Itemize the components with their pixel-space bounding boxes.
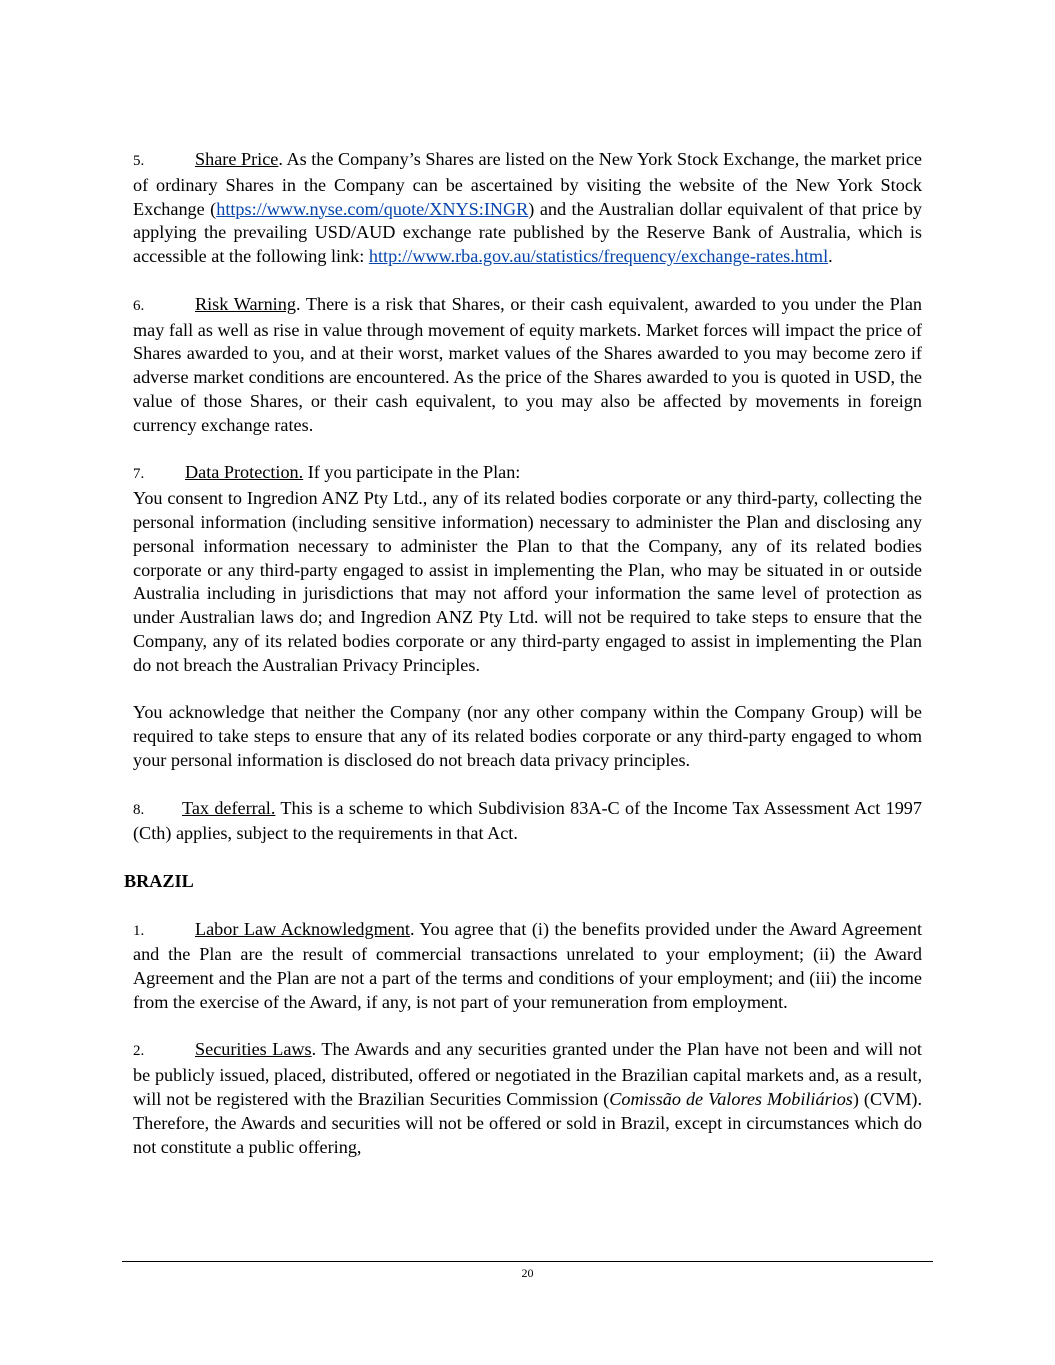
data-protection-consent-paragraph: You consent to Ingredion ANZ Pty Ltd., any of its related bodies corporate or any third-party, collecting the personal information (including sensitive information) necessary to administer the Plan and disclosing any personal information necessary to administer the Plan to that the Company, any of its related bodies corporate or any third-party engaged to assist in implementing the Plan, who may be situated in or outside Australia including in jurisdictions that may not afford your information the same level of protection as under Australian laws do; and Ingredion ANZ Pty Ltd. will not be required to take steps to ensure that the Company, any of its related bodies corporate or any third-party engaged to assist in implementing the Plan do not breach the Australian Privacy Principles.: [133, 488, 922, 675]
data-protection-acknowledge-paragraph: You acknowledge that neither the Company (nor any other company within the Company Group) will be required to take steps to ensure that any of its related bodies corporate or any third-party engaged to whom your personal information is disclosed do not breach data privacy principles.: [133, 702, 922, 770]
brazil-section-1-labor-law: 1. Labor Law Acknowledgment. You agree that (i) the benefits provided under the Award Agreement and the Plan are the result of commercial transactions unrelated to your employment; (ii) the Award Agreement and the Plan are not a part of the terms and conditions of your employment; and (iii) the income from the exercise of the Award, if any, is not part of your remuneration from employment.: [133, 918, 922, 1012]
footer-rule: [122, 1261, 933, 1262]
brazil-section-2-securities-laws: 2. Securities Laws. The Awards and any securities granted under the Plan have not been and will not be publicly issued, placed, distributed, offered or negotiated in the Brazilian capital markets and, as a result, will not be registered with the Brazilian Securities Commission (Comissão de Valores Mobiliários) (CVM). Therefore, the Awards and securities will not be offered or sold in Brazil, except in circumstances which do not constitute a public offering,: [133, 1039, 923, 1157]
cvm-italic-name: Comissão de Valores Mobiliários: [609, 1089, 853, 1110]
section-6-risk-warning: 6. Risk Warning. There is a risk that Shares, or their cash equivalent, awarded to you under the Plan may fall as well as rise in value through movement of equity markets. Market forces will impact the price of Shares awarded to you, and at their worst, market values of the Shares awarded to you may become zero if adverse market conditions are encountered. As the price of the Shares awarded to you is quoted in USD, the value of those Shares, or their cash equivalent, to you may also be affected by movements in foreign currency exchange rates.: [133, 293, 923, 435]
item-number: 7.: [133, 466, 145, 483]
item-number: 8.: [133, 801, 145, 818]
item-number: 2.: [133, 1043, 145, 1060]
item-heading: Securities Laws: [195, 1039, 312, 1060]
nyse-link[interactable]: https://www.nyse.com/quote/XNYS:INGR: [216, 198, 529, 219]
item-heading: Data Protection.: [185, 462, 304, 483]
section-heading-brazil: BRAZIL: [124, 870, 194, 891]
page-number: 20: [521, 1266, 534, 1280]
item-number: 1.: [133, 922, 145, 939]
item-number: 6.: [133, 297, 145, 314]
document-body: [124, 148, 923, 1159]
item-number: 5.: [133, 153, 145, 169]
section-8-tax-deferral: 8. Tax deferral. This is a scheme to which Subdivision 83A-C of the Income Tax Assessment Act 1997 (Cth) applies, subject to the requirements in that Act.: [133, 797, 922, 844]
item-heading: Share Price: [195, 149, 279, 169]
item-heading: Labor Law Acknowledgment: [195, 918, 410, 939]
rba-link[interactable]: http://www.rba.gov.au/statistics/frequency/exchange-rates.html: [368, 246, 829, 267]
section-5-share-price: 5. Share Price. As the Company’s Shares are listed on the New York Stock Exchange, the market price of ordinary Shares in the Company can be ascertained by visiting the website of the New York Stock Exchange (https://www.nyse.com/quote/XNYS:INGR) and the Australian dollar equivalent of that price by applying the prevailing USD/AUD exchange rate published by the Reserve Bank of Australia, which is accessible at the following link: http://www.rba.gov.au/statistics/frequency/exchange-rates.html.: [133, 149, 923, 267]
item-heading: Tax deferral.: [182, 797, 276, 818]
section-7-data-protection: 7. Data Protection. If you participate in the Plan:: [133, 461, 922, 487]
item-heading: Risk Warning: [195, 293, 296, 314]
